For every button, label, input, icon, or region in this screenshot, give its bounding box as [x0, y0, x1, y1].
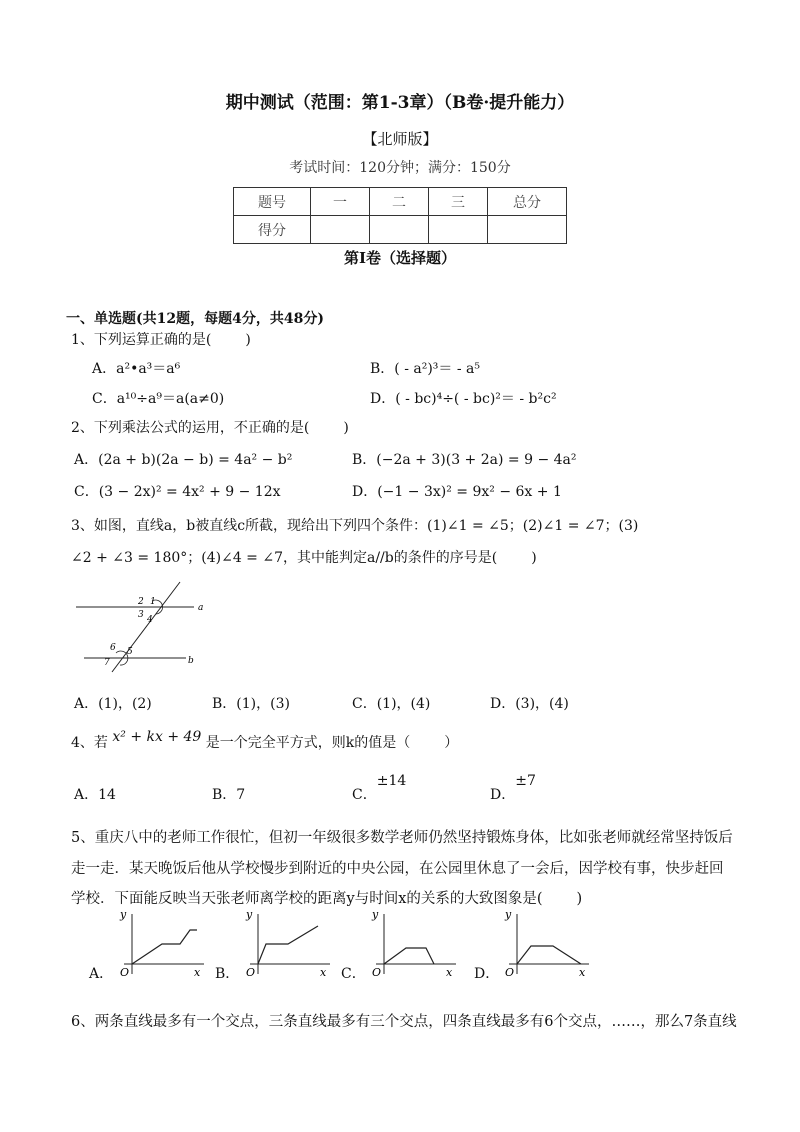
table-cell: 总分: [488, 188, 567, 216]
y-axis-label: y: [246, 908, 253, 921]
question-stem-text: 4、若: [71, 735, 108, 751]
parallel-lines-diagram: [74, 580, 214, 672]
angle-label-2: 2: [138, 597, 144, 607]
q5-graph-c: [364, 908, 464, 982]
angle-label-6: 6: [110, 643, 116, 653]
q5-option-d[interactable]: D．: [474, 966, 500, 982]
y-axis-label: y: [505, 908, 512, 921]
question-3-line2: [71, 549, 537, 567]
option-value: ±14: [376, 773, 407, 789]
q3-option-a[interactable]: A．(1)，(2): [74, 696, 152, 712]
q1-option-a[interactable]: A．a²•a³＝a⁶: [92, 361, 181, 377]
angle-label-3: 3: [138, 610, 144, 620]
section-title: 第I卷（选择题）: [343, 249, 457, 267]
paren-close: ）: [444, 735, 459, 751]
q4-option-d[interactable]: [490, 773, 536, 804]
y-axis-label: y: [120, 908, 127, 921]
score-input-cell[interactable]: [429, 216, 488, 244]
origin-label: O: [120, 966, 130, 979]
paren-close: ): [531, 550, 537, 566]
question-4-stem: [71, 729, 459, 752]
graph-b: [238, 908, 338, 978]
question-1-stem: [71, 331, 251, 349]
angle-label-1: 1: [150, 597, 156, 607]
option-value: ±7: [515, 773, 536, 789]
score-input-cell[interactable]: [370, 216, 429, 244]
x-axis-label: x: [320, 966, 327, 979]
question-5-line1: 5、重庆八中的老师工作很忙，但初一年级很多数学老师仍然坚持锻炼身体，比如张老师就经常坚持饭后: [71, 830, 733, 846]
question-stem-text: ∠2 + ∠3 = 180°；(4)∠4 = ∠7，其中能判定a//b的条件的序号是(: [71, 550, 498, 566]
edition-label: 【北师版】: [362, 130, 438, 148]
y-axis-label: y: [372, 908, 379, 921]
q2-option-d[interactable]: D．(−1 − 3x)² = 9x² − 6x + 1: [352, 484, 562, 500]
graph-a: [112, 908, 212, 978]
table-cell: 题号: [234, 188, 311, 216]
parallel-lines-figure: [74, 580, 214, 676]
x-axis-label: x: [579, 966, 586, 979]
question-3-line1: 3、如图，直线a，b被直线c所截，现给出下列四个条件：(1)∠1 = ∠5；(2)∠1 = ∠7；(3): [71, 518, 639, 534]
q1-option-d[interactable]: D．( - bc)⁴÷( - bc)²＝ - b²c²: [370, 391, 557, 407]
q2-option-a[interactable]: A．(2a + b)(2a − b) = 4a² − b²: [74, 452, 293, 468]
table-cell: 得分: [234, 216, 311, 244]
page-title: 期中测试（范围：第1-3章）（B卷·提升能力）: [225, 93, 575, 113]
q4-option-b[interactable]: B．7: [212, 787, 246, 803]
q5-graph-b: [238, 908, 338, 982]
q1-option-c[interactable]: C．a¹⁰÷a⁹＝a(a≠0): [92, 391, 225, 407]
q5-option-b[interactable]: B．: [215, 966, 240, 982]
q4-option-c[interactable]: [352, 773, 407, 804]
question-stem-text: 是一个完全平方式，则k的值是（: [205, 735, 411, 751]
question-5-line2: 走一走．某天晚饭后他从学校慢步到附近的中央公园，在公园里休息了一会后，因学校有事，快步赶回: [71, 861, 724, 877]
origin-label: O: [246, 966, 256, 979]
paren-close: ): [343, 420, 349, 436]
score-input-cell[interactable]: [311, 216, 370, 244]
part-title: 一、单选题(共12题，每题4分，共48分): [66, 311, 324, 327]
score-input-cell[interactable]: [488, 216, 567, 244]
question-stem-text: 2、下列乘法公式的运用，不正确的是(: [71, 420, 310, 436]
line-label-b: b: [188, 656, 194, 666]
angle-label-4: 4: [147, 615, 153, 625]
q4-option-a[interactable]: A．14: [74, 787, 116, 803]
paren-close: ): [245, 332, 251, 348]
graph-line: [384, 948, 434, 964]
line-label-a: a: [198, 603, 204, 613]
graph-line: [258, 926, 318, 964]
math-expression: x² + kx + 49: [112, 729, 202, 745]
q5-graph-a: [112, 908, 212, 982]
q2-option-b[interactable]: B．(−2a + 3)(3 + 2a) = 9 − 4a²: [352, 452, 577, 468]
q3-option-d[interactable]: D．(3)，(4): [490, 696, 569, 712]
graph-c: [364, 908, 464, 978]
question-5-line3: [71, 890, 582, 908]
graph-d: [497, 908, 597, 978]
q1-option-b[interactable]: B．( - a²)³＝ - a⁵: [370, 361, 481, 377]
question-stem-text: 1、下列运算正确的是(: [71, 332, 212, 348]
x-axis-label: x: [194, 966, 201, 979]
score-table-score-row: [234, 216, 567, 244]
graph-line: [132, 930, 197, 964]
paren-close: ): [576, 891, 583, 907]
score-table-header-row: [234, 188, 567, 216]
exam-info: 考试时间：120分钟；满分：150分: [289, 160, 511, 176]
table-cell: 一: [311, 188, 370, 216]
question-stem-text: 学校．下面能反映当天张老师离学校的距离y与时间x的关系的大致图象是(: [71, 891, 543, 907]
q5-option-c[interactable]: C．: [341, 966, 366, 982]
q2-option-c[interactable]: C．(3 − 2x)² = 4x² + 9 − 12x: [74, 484, 281, 500]
option-label: D．: [490, 787, 516, 803]
angle-label-7: 7: [104, 658, 110, 668]
score-table: [233, 187, 567, 244]
q5-graph-d: [497, 908, 597, 982]
graph-line: [517, 946, 581, 964]
table-cell: 二: [370, 188, 429, 216]
q3-option-c[interactable]: C．(1)，(4): [352, 696, 431, 712]
angle-label-5: 5: [127, 647, 133, 657]
q5-option-a[interactable]: A．: [89, 966, 114, 982]
origin-label: O: [505, 966, 515, 979]
x-axis-label: x: [446, 966, 453, 979]
origin-label: O: [372, 966, 382, 979]
question-6-line1: 6、两条直线最多有一个交点，三条直线最多有三个交点，四条直线最多有6个交点，……，那么7条直线: [71, 1014, 737, 1030]
option-label: C．: [352, 787, 377, 803]
question-2-stem: [71, 419, 349, 437]
table-cell: 三: [429, 188, 488, 216]
q3-option-b[interactable]: B．(1)，(3): [212, 696, 290, 712]
